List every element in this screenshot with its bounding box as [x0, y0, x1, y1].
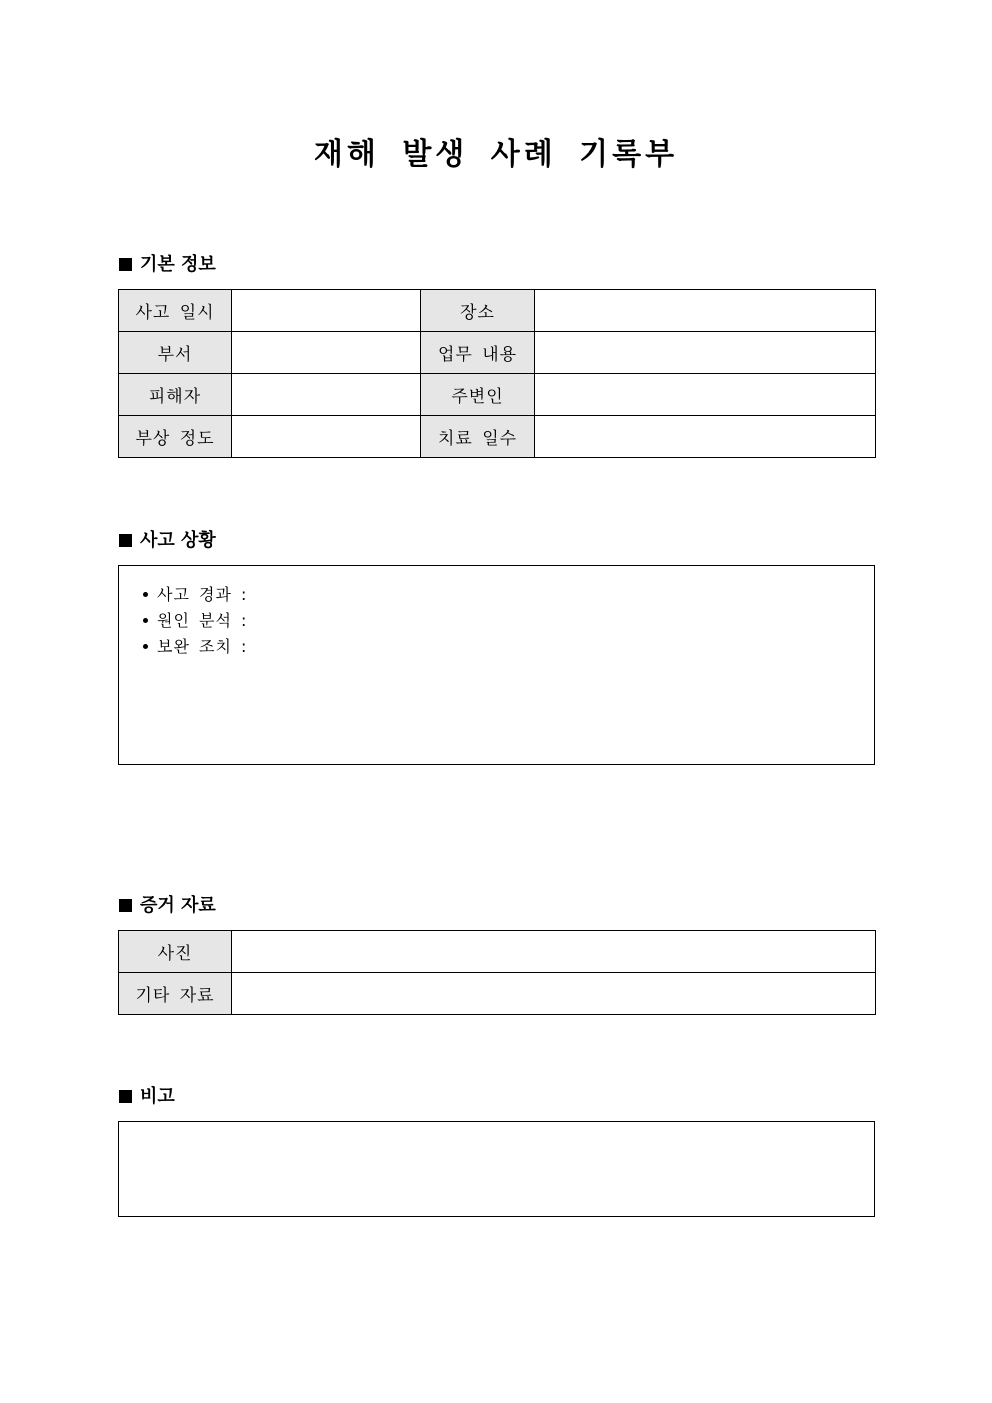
- label-other-materials: 기타 자료: [119, 973, 232, 1015]
- section-heading-label: 증거 자료: [140, 895, 216, 916]
- label-victim: 피해자: [119, 374, 232, 416]
- table-row: [119, 973, 876, 1015]
- bullet-dot-icon: [143, 618, 148, 623]
- field-accident-datetime[interactable]: [232, 290, 421, 332]
- field-bystander[interactable]: [535, 374, 876, 416]
- table-row: [119, 931, 876, 973]
- situation-box[interactable]: [118, 565, 875, 765]
- field-treatment-days[interactable]: [535, 416, 876, 458]
- square-bullet-icon: [119, 534, 132, 547]
- square-bullet-icon: [119, 1090, 132, 1103]
- section-heading-label: 사고 상황: [140, 530, 216, 551]
- document-title: 재해 발생 사례 기록부: [313, 137, 679, 172]
- section-heading-label: 비고: [140, 1086, 175, 1107]
- field-other-materials[interactable]: [232, 973, 876, 1015]
- basic-info-table: [118, 289, 876, 458]
- label-work-description: 업무 내용: [421, 332, 535, 374]
- field-photo[interactable]: [232, 931, 876, 973]
- label-treatment-days: 치료 일수: [421, 416, 535, 458]
- section-heading-basic-info: [119, 253, 216, 277]
- label-department: 부서: [119, 332, 232, 374]
- situation-list: [119, 566, 874, 660]
- section-heading-label: 기본 정보: [140, 254, 216, 275]
- situation-item-countermeasure: 보완 조치 :: [157, 637, 248, 656]
- label-injury-severity: 부상 정도: [119, 416, 232, 458]
- square-bullet-icon: [119, 899, 132, 912]
- bullet-dot-icon: [143, 592, 148, 597]
- section-heading-remarks: [119, 1085, 175, 1109]
- list-item: [143, 634, 874, 660]
- square-bullet-icon: [119, 258, 132, 271]
- bullet-dot-icon: [143, 644, 148, 649]
- situation-item-progress: 사고 경과 :: [157, 585, 248, 604]
- table-row: [119, 290, 876, 332]
- label-accident-datetime: 사고 일시: [119, 290, 232, 332]
- section-heading-evidence: [119, 894, 216, 918]
- label-bystander: 주변인: [421, 374, 535, 416]
- list-item: [143, 608, 874, 634]
- field-work-description[interactable]: [535, 332, 876, 374]
- remarks-box[interactable]: [118, 1121, 875, 1217]
- label-location: 장소: [421, 290, 535, 332]
- field-department[interactable]: [232, 332, 421, 374]
- table-row: [119, 374, 876, 416]
- list-item: [143, 582, 874, 608]
- field-location[interactable]: [535, 290, 876, 332]
- evidence-table: [118, 930, 876, 1015]
- section-heading-situation: [119, 529, 216, 553]
- situation-item-cause: 원인 분석 :: [157, 611, 248, 630]
- label-photo: 사진: [119, 931, 232, 973]
- table-row: [119, 332, 876, 374]
- table-row: [119, 416, 876, 458]
- field-victim[interactable]: [232, 374, 421, 416]
- field-injury-severity[interactable]: [232, 416, 421, 458]
